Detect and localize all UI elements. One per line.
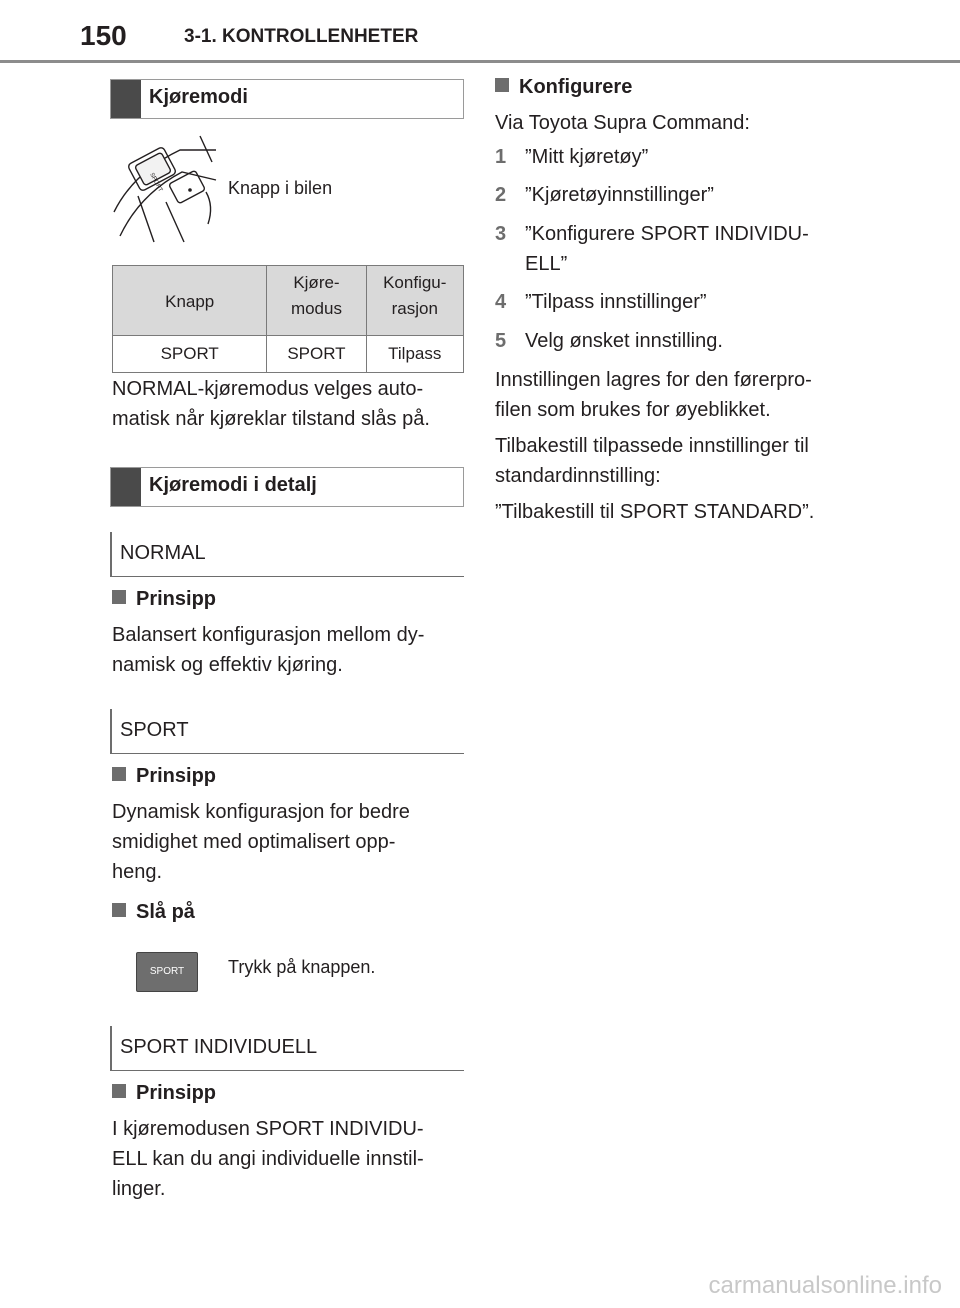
section-header-kjoremodi — [110, 79, 464, 119]
button-mode-table — [112, 265, 464, 373]
section-bar — [111, 468, 141, 506]
konfigurere-intro: Via Toyota Supra Command: — [495, 112, 750, 134]
header-divider — [0, 60, 960, 63]
square-bullet-icon — [112, 1084, 126, 1098]
step-item: 2 ”Kjøretøyinnstillinger” — [495, 180, 714, 210]
step-number: 3 — [495, 223, 507, 245]
step-number: 1 — [495, 146, 507, 168]
mode-title: SPORT — [120, 719, 189, 741]
car-button-illustration — [110, 132, 222, 244]
table-cell: Tilpass — [366, 336, 463, 373]
square-bullet-icon — [112, 590, 126, 604]
sport-button-icon: SPORT — [136, 952, 198, 992]
step-item: 3 ”Konfigurere SPORT INDIVIDU- ELL” — [495, 219, 809, 279]
mode-title: NORMAL — [120, 542, 206, 564]
section-bar — [111, 80, 141, 118]
mode-box-sport-individuell — [110, 1026, 464, 1071]
subheading-prinsipp: Prinsipp — [112, 765, 216, 788]
illustration-button-label: SPORT — [148, 172, 164, 194]
watermark: carmanualsonline.info — [708, 1272, 942, 1299]
table-row — [113, 336, 464, 373]
subheading-konfigurere: Konfigurere — [495, 76, 632, 99]
mode-box-normal — [110, 532, 464, 577]
section-header-kjoremodi-detalj — [110, 467, 464, 507]
step-item: 4 ”Tilpass innstillinger” — [495, 287, 707, 317]
table-header-cell: Kjøre- modus — [267, 266, 366, 336]
table-header-row — [113, 266, 464, 336]
step-number: 4 — [495, 291, 507, 313]
sport-prinsipp-text: Dynamisk konfigurasjon for bedre smidighet med optimalisert opp- heng. — [112, 801, 410, 883]
reset-command: ”Tilbakestill til SPORT STANDARD”. — [495, 501, 815, 523]
section-title: Kjøremodi — [149, 86, 248, 108]
section-title: Kjøremodi i detalj — [149, 474, 317, 496]
chapter-title: 3-1. KONTROLLENHETER — [184, 26, 419, 47]
mode-box-sport — [110, 709, 464, 754]
mode-title: SPORT INDIVIDUELL — [120, 1036, 318, 1058]
subheading-sla-pa: Slå på — [112, 901, 195, 924]
storage-paragraph: Innstillingen lagres for den førerpro- filen som brukes for øyeblikket. — [495, 369, 812, 421]
sport-button-caption: Trykk på knappen. — [228, 957, 376, 977]
square-bullet-icon — [112, 767, 126, 781]
table-cell: SPORT — [267, 336, 366, 373]
step-item: 1 ”Mitt kjøretøy” — [495, 142, 648, 172]
square-bullet-icon — [112, 903, 126, 917]
table-cell: SPORT — [113, 336, 267, 373]
subheading-prinsipp: Prinsipp — [112, 588, 216, 611]
page-number: 150 — [80, 20, 127, 51]
square-bullet-icon — [495, 78, 509, 92]
table-header-cell: Konfigu- rasjon — [366, 266, 463, 336]
image-caption: Knapp i bilen — [228, 178, 333, 198]
normal-paragraph: NORMAL-kjøremodus velges auto- matisk når kjøreklar tilstand slås på. — [112, 378, 430, 430]
normal-prinsipp-text: Balansert konfigurasjon mellom dy- namisk og effektiv kjøring. — [112, 624, 425, 676]
step-number: 2 — [495, 184, 507, 206]
subheading-prinsipp: Prinsipp — [112, 1082, 216, 1105]
step-item: 5 Velg ønsket innstilling. — [495, 326, 723, 356]
table-header-cell: Knapp — [113, 266, 267, 336]
reset-paragraph: Tilbakestill tilpassede innstillinger til standardinnstilling: — [495, 435, 809, 487]
step-number: 5 — [495, 330, 507, 352]
sport-individuell-prinsipp-text: I kjøremodusen SPORT INDIVIDU- ELL kan du angi individuelle innstil- linger. — [112, 1118, 424, 1200]
